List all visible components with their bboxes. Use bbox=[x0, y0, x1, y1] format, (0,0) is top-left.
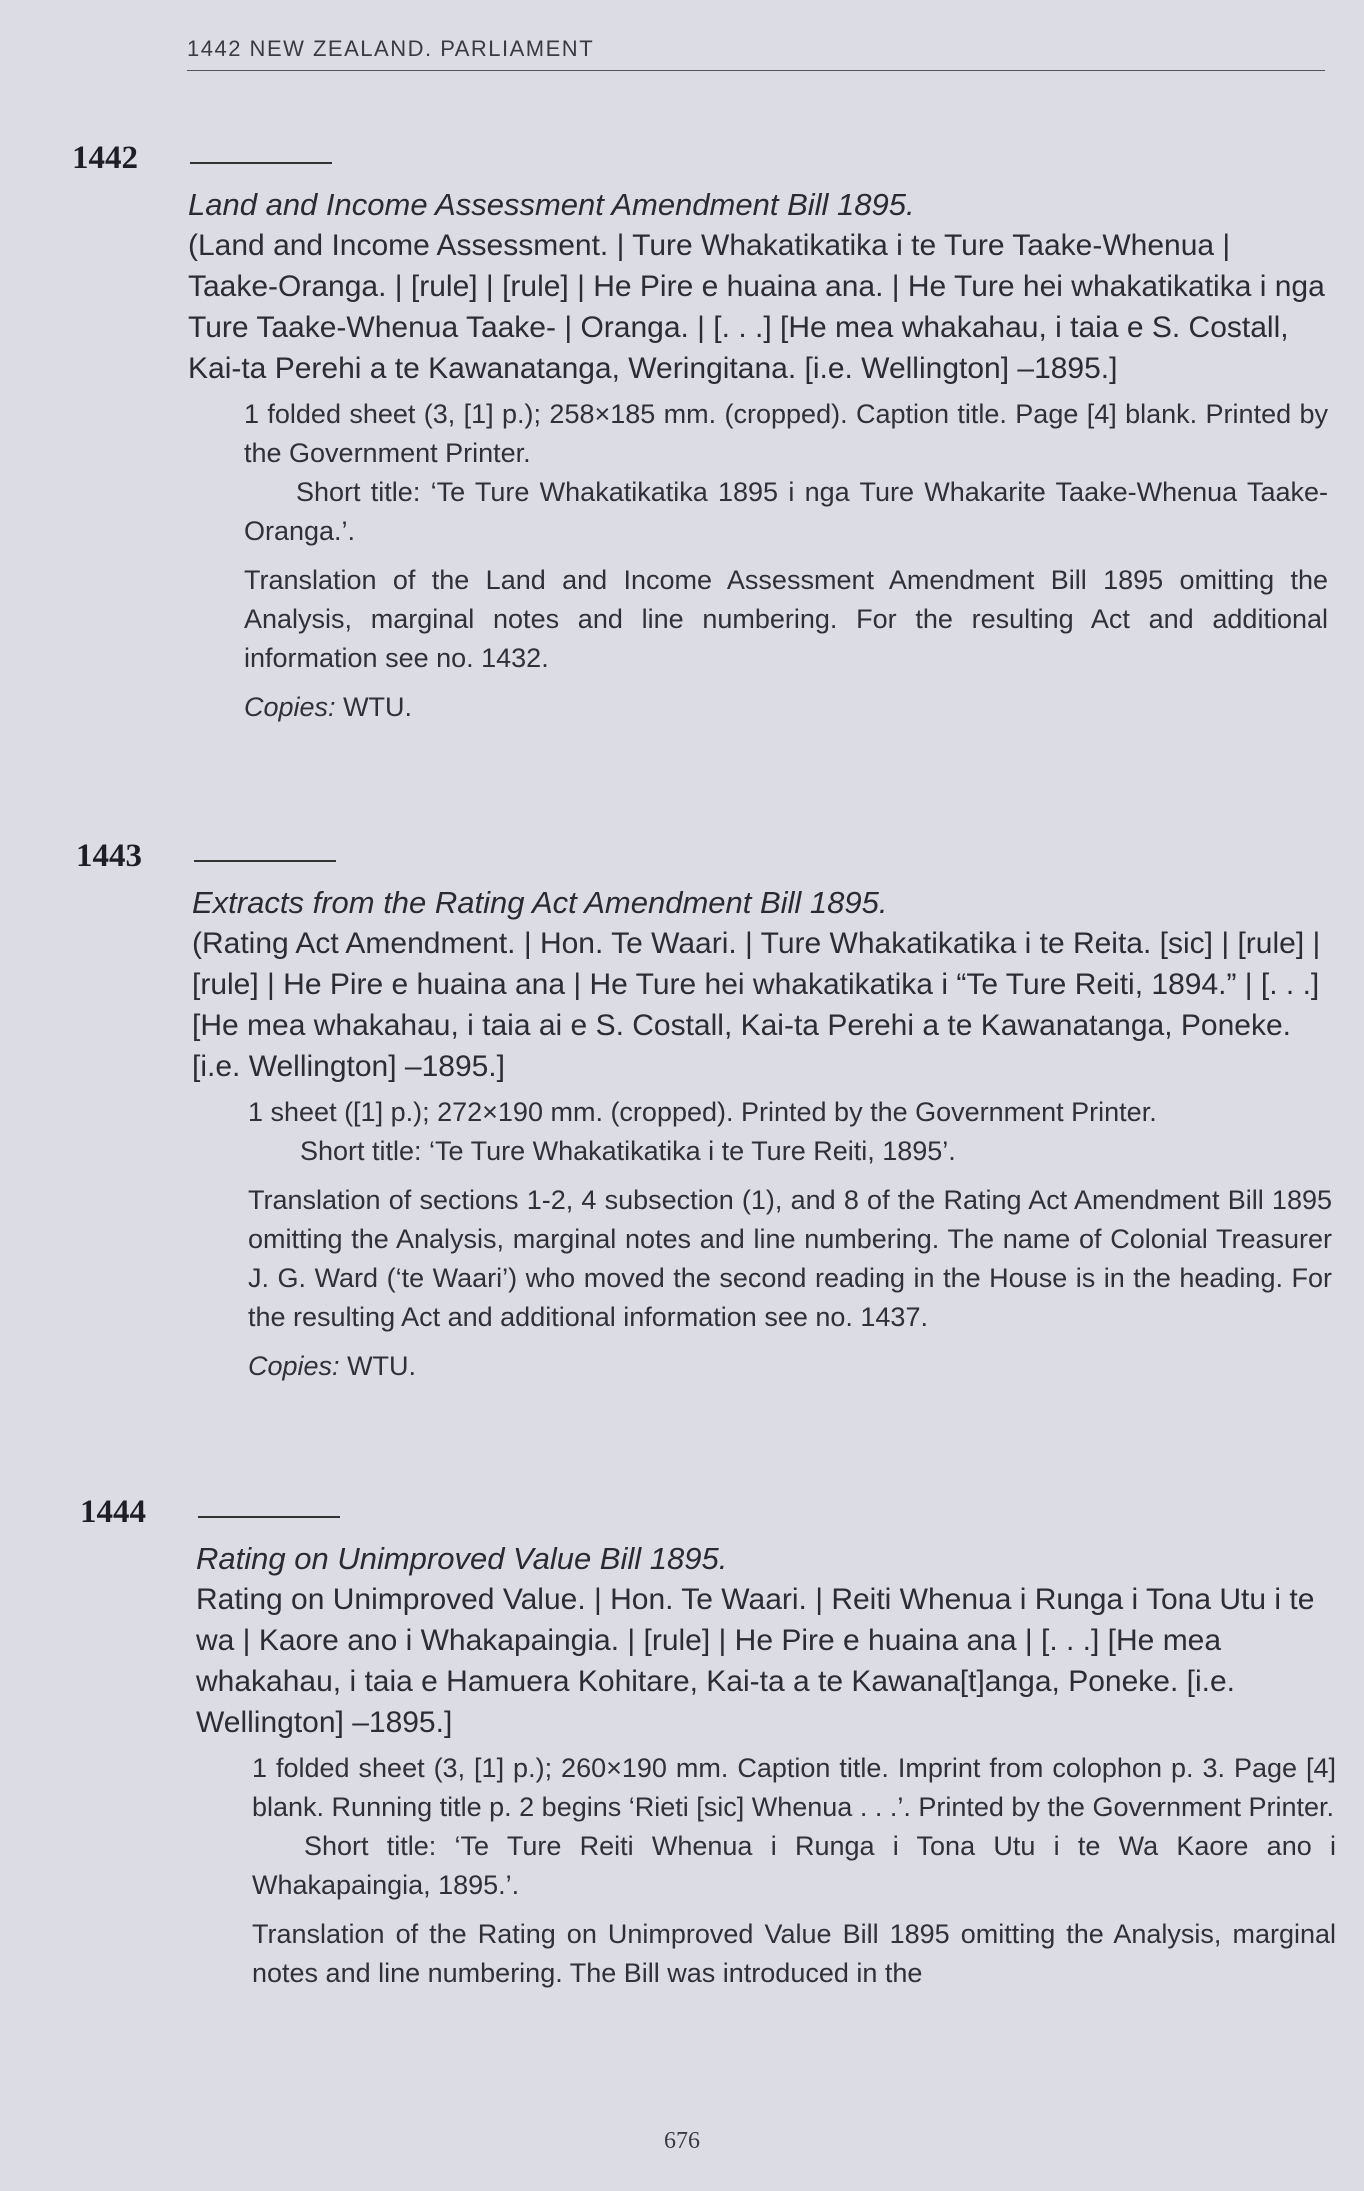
entry-note: Translation of the Rating on Unimproved Value Bill 1895 omitting the Analysis, marginal notes and line numbering. The Bill was introduced in the bbox=[252, 1919, 1336, 1988]
catalog-entry-1444 bbox=[0, 1494, 1364, 1993]
copies-value: WTU. bbox=[347, 1351, 417, 1381]
short-title: Short title: ‘Te Ture Whakatikatika i te Ture Reiti, 1895’. bbox=[300, 1136, 956, 1166]
entry-number: 1442 bbox=[72, 140, 138, 176]
physical-line: 1 sheet ([1] p.); 272×190 mm. (cropped). Printed by the Government Printer. bbox=[248, 1097, 1157, 1127]
entry-note: Translation of sections 1-2, 4 subsection (1), and 8 of the Rating Act Amendment Bill 1895 omitting the Analysis, marginal notes and line numbering. The name of Colonial Treasurer J. G. Ward (‘te Waari’) who moved the second reading in the House is in the heading. For the resulting Act and additional information see no. 1437. bbox=[248, 1185, 1332, 1332]
entry-title: Extracts from the Rating Act Amendment Bill 1895. bbox=[192, 885, 888, 920]
short-title: Short title: ‘Te Ture Reiti Whenua i Runga i Tona Utu i te Wa Kaore ano i Whakapaingia, 1895.’. bbox=[252, 1831, 1336, 1900]
entry-rule bbox=[198, 1516, 340, 1518]
entry-physical-description bbox=[248, 1093, 1332, 1171]
entry-rule bbox=[194, 860, 336, 862]
entry-copies bbox=[248, 1347, 1332, 1386]
entry-transcript: Rating on Unimproved Value. | Hon. Te Waari. | Reiti Whenua i Runga i Tona Utu i te wa | Kaore ano i Whakapaingia. | [rule] | He Pire e huaina ana | [. . .] [He mea whakahau, i taia e Hamuera Kohitare, Kai-ta a te Kawana[t]anga, Poneke. [i.e. Wellington] –1895.] bbox=[196, 1583, 1315, 1739]
copies-value: WTU. bbox=[343, 692, 413, 722]
running-head: 1442 NEW ZEALAND. PARLIAMENT bbox=[187, 36, 1325, 71]
short-title: Short title: ‘Te Ture Whakatikatika 1895 i nga Ture Whakarite Taake-Whenua Taake-Oranga.’. bbox=[244, 477, 1328, 546]
entry-transcript: (Land and Income Assessment. | Ture Whakatikatika i te Ture Taake-Whenua | Taake-Oranga. | [rule] | [rule] | He Pire e huaina ana. | He Ture hei whakatikatika i nga Ture Taake-Whenua Taake- | Oranga. | [. . .] [He mea whakahau, i taia e S. Costall, Kai-ta Perehi a te Kawanatanga, Weringitana. [i.e. Wellington] –1895.] bbox=[188, 229, 1325, 385]
entry-number: 1444 bbox=[80, 1494, 146, 1530]
copies-label: Copies: bbox=[248, 1351, 340, 1381]
entry-title: Land and Income Assessment Amendment Bill 1895. bbox=[188, 187, 915, 222]
entry-physical-description bbox=[244, 395, 1328, 551]
entry-header bbox=[0, 838, 1364, 882]
copies-label: Copies: bbox=[244, 692, 336, 722]
entry-copies bbox=[244, 688, 1328, 727]
entry-header bbox=[0, 140, 1364, 184]
entry-note: Translation of the Land and Income Assessment Amendment Bill 1895 omitting the Analysis, marginal notes and line numbering. For the resulting Act and additional information see no. 1432. bbox=[244, 565, 1328, 673]
entry-transcript: (Rating Act Amendment. | Hon. Te Waari. | Ture Whakatikatika i te Reita. [sic] | [rule] | [rule] | He Pire e huaina ana | He Ture hei whakatikatika i “Te Ture Reiti, 1894.” | [. . .] [He mea whakahau, i taia ai e S. Costall, Kai-ta Perehi a te Kawanatanga, Poneke. [i.e. Wellington] –1895.] bbox=[192, 927, 1321, 1083]
catalog-entry-1442 bbox=[0, 140, 1364, 727]
catalog-entry-1443 bbox=[0, 838, 1364, 1386]
entry-physical-description bbox=[252, 1749, 1336, 1905]
physical-line: 1 folded sheet (3, [1] p.); 258×185 mm. (cropped). Caption title. Page [4] blank. Printed by the Government Printer. bbox=[244, 399, 1328, 468]
page-number: 676 bbox=[664, 2128, 700, 2154]
entry-header bbox=[0, 1494, 1364, 1538]
entry-title: Rating on Unimproved Value Bill 1895. bbox=[196, 1541, 728, 1576]
physical-line: 1 folded sheet (3, [1] p.); 260×190 mm. Caption title. Imprint from colophon p. 3. Page [4] blank. Running title p. 2 begins ‘Rieti [sic] Whenua . . .’. Printed by the Government Printer. bbox=[252, 1753, 1336, 1822]
entry-number: 1443 bbox=[76, 838, 142, 874]
entry-rule bbox=[190, 162, 332, 164]
